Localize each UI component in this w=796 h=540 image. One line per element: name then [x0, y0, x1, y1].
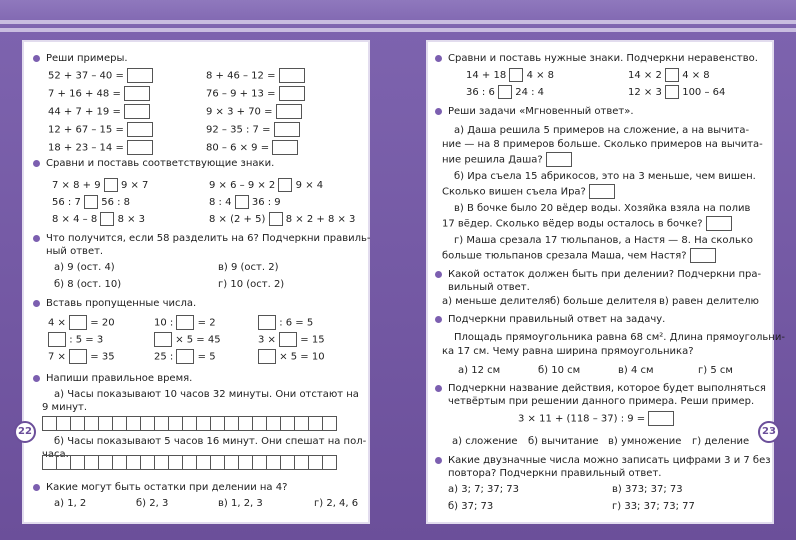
- task-text: 17 вёдер. Сколько вёдер воды осталось в бочке?: [442, 218, 703, 230]
- compare-left: 14 + 18: [466, 70, 507, 81]
- task-title-cont: вильный ответ.: [448, 282, 530, 293]
- time-answer-grid[interactable]: [42, 416, 336, 431]
- task-text: часа.: [42, 449, 69, 460]
- answer-option[interactable]: в) 4 см: [618, 365, 654, 376]
- task-text: а) Даша решила 5 примеров на сложение, а на вычита-: [454, 125, 750, 136]
- answer-box[interactable]: [279, 86, 305, 101]
- task-text: б) Часы показывают 5 часов 16 минут. Они спешат на пол-: [54, 436, 367, 447]
- task-title: Напиши правильное время.: [46, 373, 193, 384]
- sign-box[interactable]: [498, 85, 512, 99]
- task-title: Какие двузначные числа можно записать цифрами 3 и 7 без: [448, 455, 771, 466]
- page-number-right: 23: [758, 421, 780, 443]
- compare-right: 24 : 4: [515, 87, 545, 98]
- answer-option[interactable]: а) сложение: [452, 436, 518, 447]
- missing-box[interactable]: [154, 332, 172, 347]
- compare-right: 36 : 9: [251, 197, 281, 208]
- example-text: 52 + 37 – 40 =: [48, 70, 124, 82]
- compare-left: 56 : 7: [52, 197, 81, 208]
- answer-box[interactable]: [690, 248, 716, 263]
- task-text: ка 17 см. Чему равна ширина прямоугольника?: [442, 346, 694, 357]
- compare-left: 36 : 6: [466, 87, 495, 98]
- missing-text: 25 :: [154, 351, 174, 363]
- compare-right: 9 × 7: [120, 180, 149, 191]
- sign-box[interactable]: [100, 212, 114, 226]
- answer-option[interactable]: г) деление: [692, 436, 750, 447]
- task-text: ние решила Даша?: [442, 154, 543, 166]
- page-number-left: 22: [14, 421, 36, 443]
- task-title: Реши примеры.: [46, 53, 128, 64]
- task-text: ние — на 8 примеров больше. Сколько примеров на вычита-: [442, 139, 763, 150]
- answer-option[interactable]: а) 1, 2: [54, 498, 87, 509]
- answer-option[interactable]: в) 1, 2, 3: [218, 498, 263, 509]
- compare-right: 100 – 64: [682, 87, 726, 98]
- task-title: Сравни и поставь соответствующие знаки.: [46, 158, 275, 169]
- decor-stripe: [0, 20, 796, 24]
- answer-box[interactable]: [648, 411, 674, 426]
- compare-right: 4 × 8: [526, 70, 555, 81]
- task-text: а) Часы показывают 10 часов 32 минуты. Они отстают на: [54, 389, 359, 400]
- sign-box[interactable]: [665, 85, 679, 99]
- answer-option[interactable]: б) 10 см: [538, 365, 581, 376]
- task-title-cont: повтора? Подчеркни правильный ответ.: [448, 468, 662, 479]
- missing-text: : 5 = 3: [69, 334, 104, 346]
- task-bullet: [435, 108, 442, 115]
- task-title-cont: ный ответ.: [46, 246, 104, 257]
- example-text: 76 – 9 + 13 =: [206, 88, 276, 100]
- compare-right: 9 × 4: [295, 180, 324, 191]
- answer-box[interactable]: [124, 86, 150, 101]
- missing-text: 7 ×: [48, 351, 66, 363]
- task-title: Подчеркни название действия, которое будет выполняться: [448, 383, 766, 394]
- answer-option[interactable]: а) 12 см: [458, 365, 501, 376]
- example-text: 44 + 7 + 19 =: [48, 106, 121, 118]
- answer-box[interactable]: [706, 216, 732, 231]
- example-text: 7 + 16 + 48 =: [48, 88, 121, 100]
- page-right: [426, 40, 785, 524]
- answer-option[interactable]: г) 33; 37; 73; 77: [612, 501, 695, 512]
- answer-box[interactable]: [127, 68, 153, 83]
- task-title: Что получится, если 58 разделить на 6? Подчеркни правиль-: [46, 233, 371, 244]
- sign-box[interactable]: [509, 68, 523, 82]
- task-bullet: [33, 375, 40, 382]
- expression: 3 × 11 + (118 – 37) : 9 =: [518, 413, 646, 425]
- answer-option[interactable]: г) 5 см: [698, 365, 733, 376]
- compare-left: 12 × 3: [628, 87, 662, 98]
- missing-box[interactable]: [69, 315, 87, 330]
- compare-right: 8 × 3: [117, 214, 146, 225]
- task-title: Какой остаток должен быть при делении? Подчеркни пра-: [448, 269, 762, 280]
- answer-box[interactable]: [272, 140, 298, 155]
- answer-option[interactable]: г) 2, 4, 6: [314, 498, 359, 509]
- answer-box[interactable]: [127, 140, 153, 155]
- answer-option[interactable]: б) вычитание: [528, 436, 599, 447]
- decor-stripe: [0, 28, 796, 32]
- missing-text: × 5 = 10: [279, 351, 325, 363]
- answer-option[interactable]: б) больше делителя: [550, 296, 657, 307]
- answer-option[interactable]: б) 8 (ост. 10): [54, 279, 122, 290]
- example-text: 12 + 67 – 15 =: [48, 124, 124, 136]
- example-text: 18 + 23 – 14 =: [48, 142, 124, 154]
- task-text: в) В бочке было 20 вёдер воды. Хозяйка взяла на полив: [454, 203, 751, 214]
- task-title: Сравни и поставь нужные знаки. Подчеркни неравенство.: [448, 53, 758, 64]
- task-bullet: [435, 457, 442, 464]
- task-bullet: [33, 484, 40, 491]
- missing-text: 4 ×: [48, 317, 66, 329]
- task-text: 9 минут.: [42, 402, 88, 413]
- task-text: б) Ира съела 15 абрикосов, это на 3 меньше, чем вишен.: [454, 171, 756, 182]
- time-answer-grid[interactable]: [42, 455, 336, 470]
- compare-right: 4 × 8: [682, 70, 710, 81]
- missing-box[interactable]: [48, 332, 66, 347]
- example-text: 9 × 3 + 70 =: [206, 106, 273, 118]
- missing-text: = 35: [90, 351, 115, 363]
- sign-box[interactable]: [104, 178, 118, 192]
- answer-option[interactable]: б) 37; 73: [448, 501, 494, 512]
- answer-option[interactable]: а) меньше делителя: [442, 296, 551, 307]
- missing-box[interactable]: [176, 349, 194, 364]
- missing-text: = 15: [300, 334, 325, 346]
- compare-left: 8 : 4: [209, 197, 232, 208]
- answer-option[interactable]: а) 9 (ост. 4): [54, 262, 115, 273]
- sign-box[interactable]: [278, 178, 292, 192]
- task-bullet: [435, 271, 442, 278]
- task-title: Подчеркни правильный ответ на задачу.: [448, 314, 666, 325]
- missing-text: : 6 = 5: [279, 317, 314, 329]
- task-text: больше тюльпанов срезала Маша, чем Настя?: [442, 250, 687, 262]
- task-title: Реши задачи «Мгновенный ответ».: [448, 106, 634, 117]
- sign-box[interactable]: [665, 68, 679, 82]
- missing-box[interactable]: [258, 349, 276, 364]
- answer-option[interactable]: г) 10 (ост. 2): [218, 279, 285, 290]
- compare-right: 56 : 8: [101, 197, 131, 208]
- answer-box[interactable]: [124, 104, 150, 119]
- task-title: Вставь пропущенные числа.: [46, 298, 197, 309]
- example-text: 8 + 46 – 12 =: [206, 70, 276, 82]
- task-text: Площадь прямоугольника равна 68 см². Длина прямоугольни-: [454, 332, 785, 343]
- compare-left: 8 × (2 + 5): [209, 214, 266, 225]
- answer-option[interactable]: в) умножение: [608, 436, 682, 447]
- task-text: Сколько вишен съела Ира?: [442, 186, 586, 198]
- answer-box[interactable]: [127, 122, 153, 137]
- missing-text: = 5: [197, 351, 216, 363]
- task-bullet: [435, 55, 442, 62]
- answer-option[interactable]: б) 2, 3: [136, 498, 169, 509]
- missing-text: 3 ×: [258, 334, 276, 346]
- compare-right: 8 × 2 + 8 × 3: [285, 214, 356, 225]
- missing-text: × 5 = 45: [175, 334, 221, 346]
- answer-box[interactable]: [276, 104, 302, 119]
- missing-text: = 2: [197, 317, 216, 329]
- answer-option[interactable]: в) 9 (ост. 2): [218, 262, 279, 273]
- missing-box[interactable]: [258, 315, 276, 330]
- task-bullet: [33, 160, 40, 167]
- missing-box[interactable]: [69, 349, 87, 364]
- task-text: г) Маша срезала 17 тюльпанов, а Настя — 8. На сколько: [454, 235, 753, 246]
- missing-text: = 20: [90, 317, 115, 329]
- sign-box[interactable]: [84, 195, 98, 209]
- answer-option[interactable]: в) 373; 37; 73: [612, 484, 683, 495]
- page-left: [22, 40, 370, 524]
- missing-box[interactable]: [176, 315, 194, 330]
- example-text: 80 – 6 × 9 =: [206, 142, 270, 154]
- answer-box[interactable]: [274, 122, 300, 137]
- task-bullet: [33, 55, 40, 62]
- example-text: 92 – 35 : 7 =: [206, 124, 271, 136]
- answer-box[interactable]: [279, 68, 305, 83]
- task-bullet: [435, 316, 442, 323]
- answer-option[interactable]: в) равен делителю: [659, 296, 759, 307]
- sign-box[interactable]: [269, 212, 283, 226]
- compare-left: 9 × 6 – 9 × 2: [209, 180, 276, 191]
- answer-option[interactable]: а) 3; 7; 37; 73: [448, 484, 520, 495]
- task-bullet: [33, 300, 40, 307]
- task-title-cont: четвёртым при решении данного примера. Реши пример.: [448, 396, 755, 407]
- answer-box[interactable]: [546, 152, 572, 167]
- compare-left: 7 × 8 + 9: [52, 180, 101, 191]
- compare-left: 8 × 4 – 8: [52, 214, 98, 225]
- answer-box[interactable]: [589, 184, 615, 199]
- task-bullet: [33, 235, 40, 242]
- task-title: Какие могут быть остатки при делении на 4?: [46, 482, 288, 493]
- sign-box[interactable]: [235, 195, 249, 209]
- missing-text: 10 :: [154, 317, 174, 329]
- missing-box[interactable]: [279, 332, 297, 347]
- task-bullet: [435, 385, 442, 392]
- compare-left: 14 × 2: [628, 70, 662, 81]
